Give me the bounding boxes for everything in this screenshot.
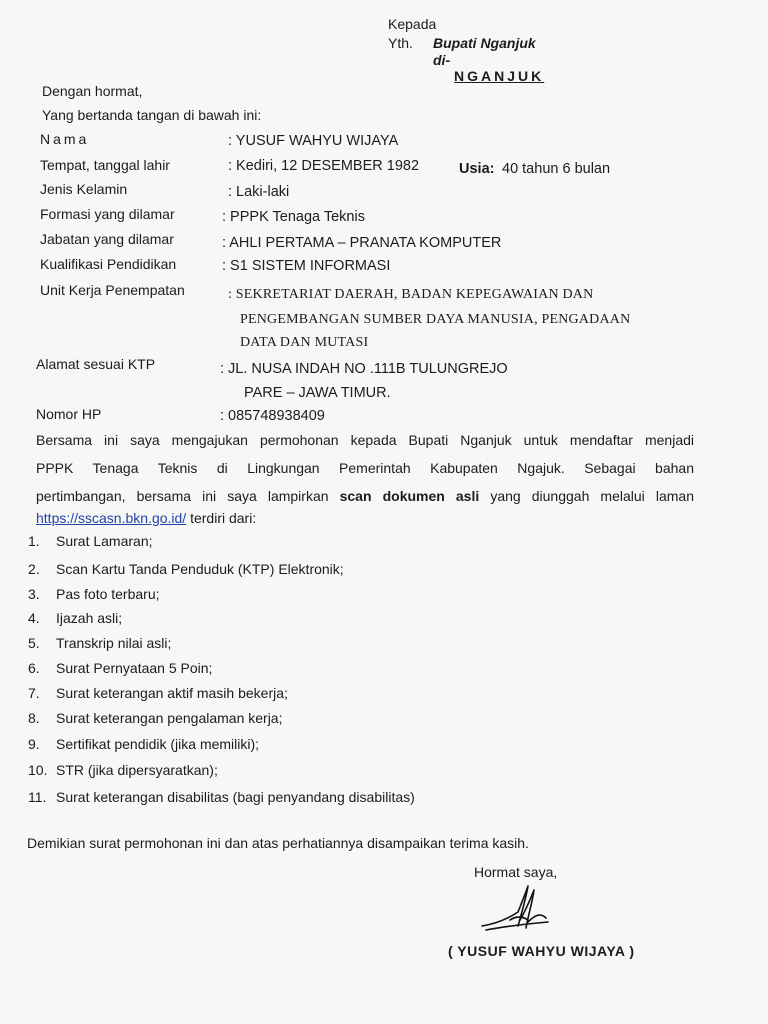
attachment-number: 4. xyxy=(28,610,40,626)
signature-name: ( YUSUF WAHYU WIJAYA ) xyxy=(448,943,635,959)
attachment-item xyxy=(28,586,160,602)
value-ttl: : Kediri, 12 DESEMBER 1982 xyxy=(228,158,420,174)
yth-label: Yth. xyxy=(388,35,413,51)
body-line-4 xyxy=(36,510,256,526)
body-line-1: Bersama ini saya mengajukan permohonan kepada Bupati Nganjuk untuk mendaftar menjadi xyxy=(36,432,694,448)
body-line-4-post: terdiri dari: xyxy=(186,510,257,526)
attachment-number: 1. xyxy=(28,533,40,549)
value-kualifikasi: : S1 SISTEM INFORMASI xyxy=(222,258,391,274)
attachment-text: STR (jika dipersyaratkan); xyxy=(56,762,218,778)
attachment-text: Surat keterangan pengalaman kerja; xyxy=(56,710,283,726)
signoff: Hormat saya, xyxy=(474,864,558,880)
value-jabatan: : AHLI PERTAMA – PRANATA KOMPUTER xyxy=(222,235,502,251)
attachment-text: Surat keterangan aktif masih bekerja; xyxy=(56,685,288,701)
attachment-number: 6. xyxy=(28,660,40,676)
body-line-3 xyxy=(36,488,694,504)
value-hp: : 085748938409 xyxy=(220,408,325,424)
attachment-item xyxy=(28,736,259,752)
recipient-city: NGANJUK xyxy=(454,68,545,84)
label-formasi: Formasi yang dilamar xyxy=(40,206,175,222)
attachment-number: 10. xyxy=(28,762,48,778)
value-unit-line2: PENGEMBANGAN SUMBER DAYA MANUSIA, PENGADAAN xyxy=(240,312,631,327)
value-unit-line3: DATA DAN MUTASI xyxy=(240,335,369,350)
value-formasi: : PPPK Tenaga Teknis xyxy=(222,209,365,225)
attachment-item xyxy=(28,789,415,805)
value-alamat-line1: : JL. NUSA INDAH NO .111B TULUNGREJO xyxy=(220,361,508,377)
body-line-3-post: yang diunggah melalui laman xyxy=(479,488,694,504)
label-jabatan: Jabatan yang dilamar xyxy=(40,231,174,247)
label-unit: Unit Kerja Penempatan xyxy=(40,282,185,298)
attachment-item xyxy=(28,635,171,651)
attachment-item xyxy=(28,685,288,701)
label-hp: Nomor HP xyxy=(36,406,102,422)
attachment-number: 7. xyxy=(28,685,40,701)
recipient-name: Bupati Nganjuk xyxy=(433,35,536,51)
kepada-text: Kepada xyxy=(388,16,437,32)
body-line-2: PPPK Tenaga Teknis di Lingkungan Pemerintah Kabupaten Ngajuk. Sebagai bahan xyxy=(36,460,694,476)
sscasn-link[interactable]: https://sscasn.bkn.go.id/ xyxy=(36,510,187,526)
value-unit-line1: : SEKRETARIAT DAERAH, BADAN KEPEGAWAIAN DAN xyxy=(228,287,594,302)
attachment-item xyxy=(28,533,153,549)
di-text: di- xyxy=(433,52,451,68)
attachment-number: 8. xyxy=(28,710,40,726)
attachment-text: Pas foto terbaru; xyxy=(56,586,160,602)
attachment-text: Surat keterangan disabilitas (bagi penyandang disabilitas) xyxy=(56,789,415,805)
intro: Yang bertanda tangan di bawah ini: xyxy=(42,107,262,123)
attachment-text: Transkrip nilai asli; xyxy=(56,635,172,651)
greeting: Dengan hormat, xyxy=(42,83,143,99)
value-nama: : YUSUF WAHYU WIJAYA xyxy=(228,133,399,149)
attachment-item xyxy=(28,610,122,626)
age-value: 40 tahun 6 bulan xyxy=(502,161,611,177)
attachment-text: Ijazah asli; xyxy=(56,610,123,626)
attachment-text: Surat Pernyataan 5 Poin; xyxy=(56,660,213,676)
attachment-number: 9. xyxy=(28,736,40,752)
signature-image xyxy=(476,882,566,942)
value-alamat-line2: PARE – JAWA TIMUR. xyxy=(244,385,391,401)
label-alamat: Alamat sesuai KTP xyxy=(36,356,156,372)
attachment-number: 5. xyxy=(28,635,40,651)
attachment-text: Sertifikat pendidik (jika memiliki); xyxy=(56,736,260,752)
label-nama: Nama xyxy=(40,131,90,147)
attachment-item xyxy=(28,561,344,577)
attachment-item xyxy=(28,710,282,726)
value-jk: : Laki-laki xyxy=(228,184,290,200)
attachment-number: 11. xyxy=(28,789,47,805)
attachment-item xyxy=(28,660,212,676)
label-kualifikasi: Kualifikasi Pendidikan xyxy=(40,256,177,272)
closing-text: Demikian surat permohonan ini dan atas perhatiannya disampaikan terima kasih. xyxy=(27,835,529,851)
age-label: Usia: xyxy=(459,161,495,177)
attachment-number: 3. xyxy=(28,586,40,602)
attachment-text: Scan Kartu Tanda Penduduk (KTP) Elektronik; xyxy=(56,561,344,577)
attachment-item xyxy=(28,762,218,778)
attachment-text: Surat Lamaran; xyxy=(56,533,153,549)
label-jk: Jenis Kelamin xyxy=(40,181,128,197)
label-ttl: Tempat, tanggal lahir xyxy=(40,157,170,173)
attachment-number: 2. xyxy=(28,561,40,577)
body-line-3-pre: pertimbangan, bersama ini saya lampirkan xyxy=(36,488,340,504)
body-line-3-bold: scan dokumen asli xyxy=(339,488,480,504)
